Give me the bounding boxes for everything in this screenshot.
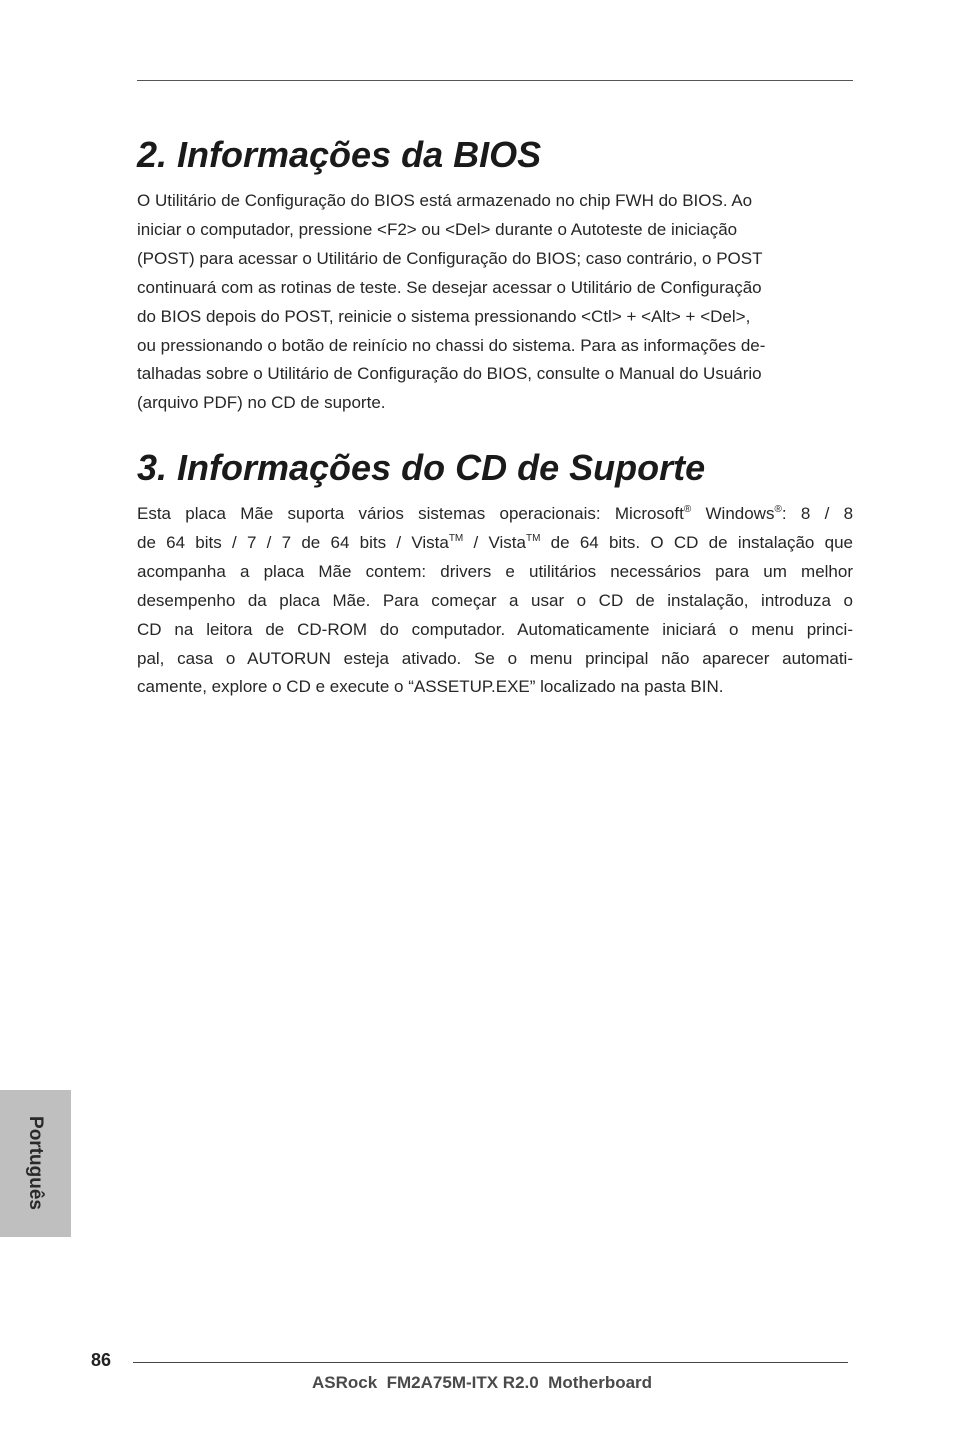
- text-segment: Windows: [691, 504, 775, 523]
- paragraph-line: pal, casa o AUTORUN esteja ativado. Se o menu principal não aparecer automati-: [137, 648, 853, 668]
- trademark-mark: TM: [525, 532, 541, 544]
- paragraph-line: iniciar o computador, pressione <F2> ou <Del> durante o Autoteste de iniciação: [137, 219, 738, 239]
- footer-product-title: ASRock FM2A75M-ITX R2.0 Motherboard: [312, 1373, 653, 1392]
- section-heading-cd: 3. Informações do CD de Suporte: [137, 447, 706, 488]
- paragraph-line: talhadas sobre o Utilitário de Configuração do BIOS, consulte o Manual do Usuário: [137, 364, 762, 384]
- registered-mark: ®: [774, 504, 782, 515]
- text-segment: de 64 bits. O CD de instalação que: [540, 532, 853, 552]
- text-segment: de 64 bits / 7 / 7 de 64 bits / Vista: [137, 532, 449, 552]
- text-segment: / Vista: [463, 532, 526, 552]
- paragraph-line: do BIOS depois do POST, reinicie o sistema pressionando <Ctl> + <Alt> + <Del>,: [137, 306, 751, 326]
- language-side-tab: [0, 1090, 71, 1237]
- text-segment: Esta placa Mãe suporta vários sistemas operacionais: Microsoft: [137, 504, 684, 523]
- paragraph-cd: [137, 500, 853, 702]
- registered-mark: ®: [683, 504, 692, 515]
- paragraph-line: CD na leitora de CD-ROM do computador. Automaticamente iniciará o menu princi-: [137, 619, 853, 639]
- language-label: Português: [25, 1116, 46, 1210]
- paragraph-line: desempenho da placa Mãe. Para começar a usar o CD de instalação, introduza o: [137, 590, 853, 610]
- top-divider: [137, 80, 853, 81]
- paragraph-line: camente, explore o CD e execute o “ASSETUP.EXE” localizado na pasta BIN.: [137, 677, 724, 697]
- paragraph-line: O Utilitário de Configuração do BIOS está armazenado no chip FWH do BIOS. Ao: [137, 191, 753, 210]
- trademark-mark: TM: [448, 532, 464, 544]
- paragraph-line: (arquivo PDF) no CD de suporte.: [137, 393, 386, 413]
- paragraph-line: continuará com as rotinas de teste. Se desejar acessar o Utilitário de Configuração: [137, 277, 762, 297]
- paragraph-line: (POST) para acessar o Utilitário de Configuração do BIOS; caso contrário, o POST: [137, 248, 763, 268]
- section-heading-bios: 2. Informações da BIOS: [137, 134, 542, 175]
- text-segment: : 8 / 8: [781, 504, 854, 523]
- paragraph-bios: [137, 187, 853, 418]
- bottom-divider: [133, 1362, 848, 1363]
- paragraph-line: acompanha a placa Mãe contem: drivers e utilitários necessários para um melhor: [137, 561, 853, 581]
- page-number: 86: [91, 1350, 112, 1370]
- paragraph-line: [137, 500, 853, 529]
- paragraph-line: ou pressionando o botão de reinício no chassi do sistema. Para as informações de-: [137, 335, 766, 355]
- paragraph-line: [137, 529, 853, 558]
